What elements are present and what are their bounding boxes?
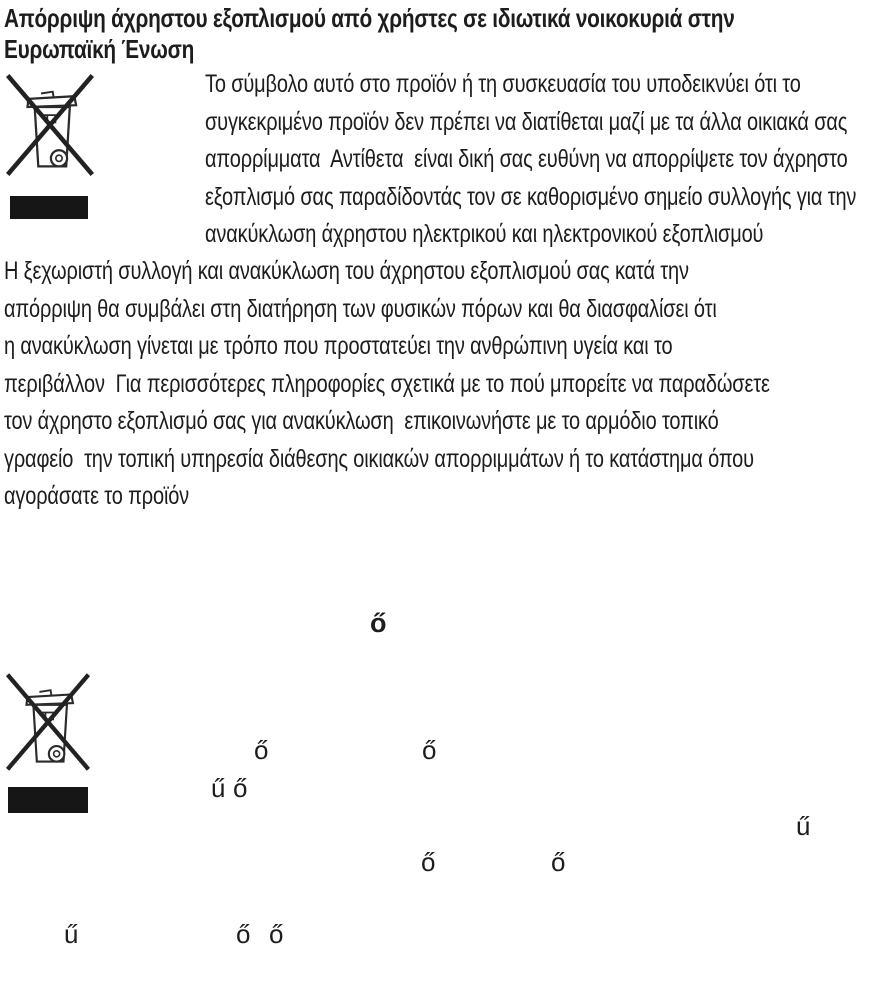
text-line: Ευρωπαϊκή Ένωση bbox=[4, 34, 195, 64]
greek-section-title bbox=[4, 3, 868, 65]
text-line: η ανακύκλωση γίνεται με τρόπο που προστατεύει την ανθρώπινη υγεία και το bbox=[4, 332, 673, 360]
text-line: περιβάλλον Για περισσότερες πληροφορίες σχετικά με το πού μπορείτε να παραδώσετε bbox=[4, 369, 770, 398]
weee-black-bar bbox=[10, 196, 88, 219]
text-line: Απόρριψη άχρηστου εξοπλισμού από χρήστες σε ιδιωτικά νοικοκυριά στην bbox=[4, 3, 735, 33]
weee-crossed-bin-icon bbox=[5, 669, 91, 775]
weee-black-bar bbox=[8, 787, 88, 813]
text-line: Το σύμβολο αυτό στο προϊόν ή τη συσκευασία του υποδεικνύει ότι το bbox=[205, 70, 801, 98]
hungarian-glyph: ő bbox=[421, 847, 436, 877]
hungarian-glyph: ű bbox=[796, 811, 811, 841]
text-line: απόρριψη θα συμβάλει στη διατήρηση των φυσικών πόρων και θα διασφαλίσει ότι bbox=[4, 294, 717, 323]
text-line: εξοπλισμό σας παραδίδοντάς τον σε καθορισμένο σημείο συλλογής για την bbox=[205, 182, 857, 211]
hungarian-glyph: ű bbox=[211, 773, 226, 803]
text-line: ανακύκλωση άχρηστου ηλεκτρικού και ηλεκτρονικού εξοπλισμού bbox=[205, 220, 764, 248]
hungarian-glyph: ő bbox=[269, 919, 284, 949]
greek-paragraph-2 bbox=[4, 253, 871, 516]
hungarian-glyph: ő bbox=[236, 919, 251, 949]
hungarian-glyph: ű bbox=[64, 919, 79, 949]
hungarian-glyph: ő bbox=[551, 847, 566, 877]
greek-paragraph-1 bbox=[205, 66, 871, 254]
text-line: γραφείο την τοπική υπηρεσία διάθεσης οικιακών απορριμμάτων ή το κατάστημα όπου bbox=[4, 444, 754, 473]
text-line: αγοράσατε το προϊόν bbox=[4, 482, 190, 510]
text-line: απορρίμματα Αντίθετα είναι δική σας ευθύνη να απορρίψετε τον άχρηστο bbox=[205, 145, 848, 173]
text-line: τον άχρηστο εξοπλισμό σας για ανακύκλωση επικοινωνήστε με το αρμόδιο τοπικό bbox=[4, 407, 719, 435]
hungarian-glyph: ő bbox=[422, 735, 437, 765]
hungarian-glyph: ő bbox=[233, 773, 248, 803]
text-line: συγκεκριμένο προϊόν δεν πρέπει να διατίθεται μαζί με τα άλλα οικιακά σας bbox=[205, 107, 848, 136]
hungarian-heading-glyph: ő bbox=[370, 608, 387, 638]
text-line: Η ξεχωριστή συλλογή και ανακύκλωση του άχρηστου εξοπλισμού σας κατά την bbox=[4, 257, 689, 285]
hungarian-glyph: ő bbox=[254, 735, 269, 765]
weee-crossed-bin-icon bbox=[5, 70, 95, 180]
